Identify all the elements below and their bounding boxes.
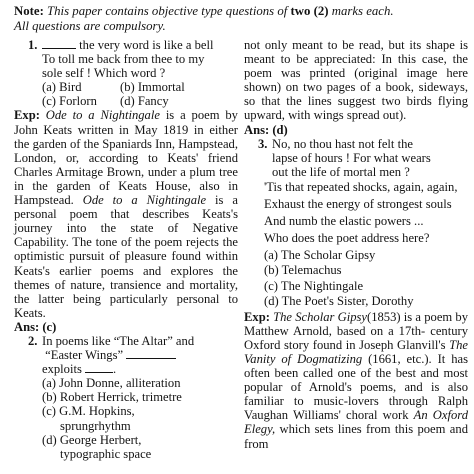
question-3-explanation: Exp: The Scholar Gipsy(1853) is a poem by Matthew Arnold, based on a 17th- century Oxford story found in Joseph Glanvill's The Vanity of Dogmatizing (1661, etc.). It has often been called one of the best and most popular of Arnold's poems, and is also familiar to music-lovers through Ralph Vaughan Williams' choral work An Oxford Elegy, which sets lines from this poem and from: [244, 309, 469, 451]
poem-line-1: 'Tis that repeated shocks, again, again,: [264, 179, 458, 194]
option-c: (c) G.M. Hopkins, sprungrhythm: [42, 404, 135, 433]
option-b: (b) Telemachus: [264, 263, 342, 278]
question-2-answer: Ans: (d): [244, 122, 288, 137]
option-c: (c) The Nightingale: [264, 278, 364, 293]
poem-line-2: Exhaust the energy of strongest souls: [264, 197, 452, 212]
option-d: (d) Fancy: [120, 94, 169, 109]
question-1-line3: sole self ! Which word ?: [42, 66, 166, 81]
question-2-options: [14, 376, 238, 461]
option-a: (a) Bird: [42, 80, 82, 95]
answer-blank: [85, 362, 113, 373]
note-text-c: All questions are compulsory.: [14, 18, 166, 33]
note-bold: two (2): [290, 4, 329, 18]
option-b: (b) Immortal: [120, 80, 185, 95]
question-2-line2: “Easter Wings”: [42, 348, 238, 362]
option-d: (d) The Poet's Sister, Dorothy: [264, 293, 414, 308]
question-3-number: 3.: [258, 136, 268, 151]
question-1-number: 1.: [28, 38, 38, 52]
right-column: [244, 38, 468, 451]
question-2-number: 2.: [28, 333, 38, 348]
answer-blank: [126, 348, 176, 359]
option-d: (d) George Herbert, typographic space: [42, 432, 152, 461]
question-3-options: [244, 248, 468, 307]
question-3-poem-excerpt: [244, 180, 468, 245]
exam-note: [14, 4, 466, 33]
question-2-line1: In poems like “The Altar” and: [42, 333, 195, 348]
option-b: (b) Robert Herrick, trimetre: [42, 390, 182, 405]
answer-blank: [42, 38, 76, 49]
question-1: [14, 38, 238, 80]
question-1-explanation: Exp: Ode to a Nightingale is a poem by John Keats written in May 1819 in either the garden of the Spaniards Inn, Hampstead, London, or, according to Keats' friend Charles Armitage Brown, under a plum tree in the garden of Keats House, also in Hampstead. Ode to a Nightingale is a personal poem that describes Keats's journey into the state of Negative Capability. The tone of the poem rejects the optimistic pursuit of pleasure found within Keats's earlier poems and explores the themes of nature, transience and mortality, the latter being particularly personal to Keats.: [14, 108, 238, 320]
question-3-prompt: Who does the poet address here?: [264, 231, 430, 246]
question-3-line3: out the life of mortal men ?: [272, 164, 410, 179]
option-c: (c) Forlorn: [42, 94, 97, 109]
question-1-options: [14, 80, 238, 108]
question-2-explanation-continued: not only meant to be read, but its shape is meant to be appreciated: In this case, the poem was printed (original image here shown) on two pages of a book, sideways, so that the lines suggest two birds flying upward, with wings spread out).: [244, 38, 468, 123]
option-a: (a) The Scholar Gipsy: [264, 248, 376, 263]
question-2: [14, 334, 238, 376]
question-1-answer: Ans: (c): [14, 319, 57, 334]
note-label: Note:: [14, 4, 44, 18]
question-3: [244, 137, 468, 179]
note-text-b: marks each.: [331, 4, 394, 18]
question-2-line3: exploits .: [42, 362, 117, 377]
poem-line-3: And numb the elastic powers ...: [264, 214, 424, 229]
question-3-line1: No, no thou hast not felt the: [272, 136, 413, 151]
question-1-line2: To toll me back from thee to my: [42, 52, 205, 67]
note-text-a: This paper contains objective type questions of: [47, 4, 288, 18]
question-1-line1: the very word is like a bell: [42, 38, 238, 52]
left-column: [14, 38, 238, 461]
option-a: (a) John Donne, alliteration: [42, 376, 181, 391]
question-3-line2: lapse of hours ! For what wears: [272, 150, 431, 165]
